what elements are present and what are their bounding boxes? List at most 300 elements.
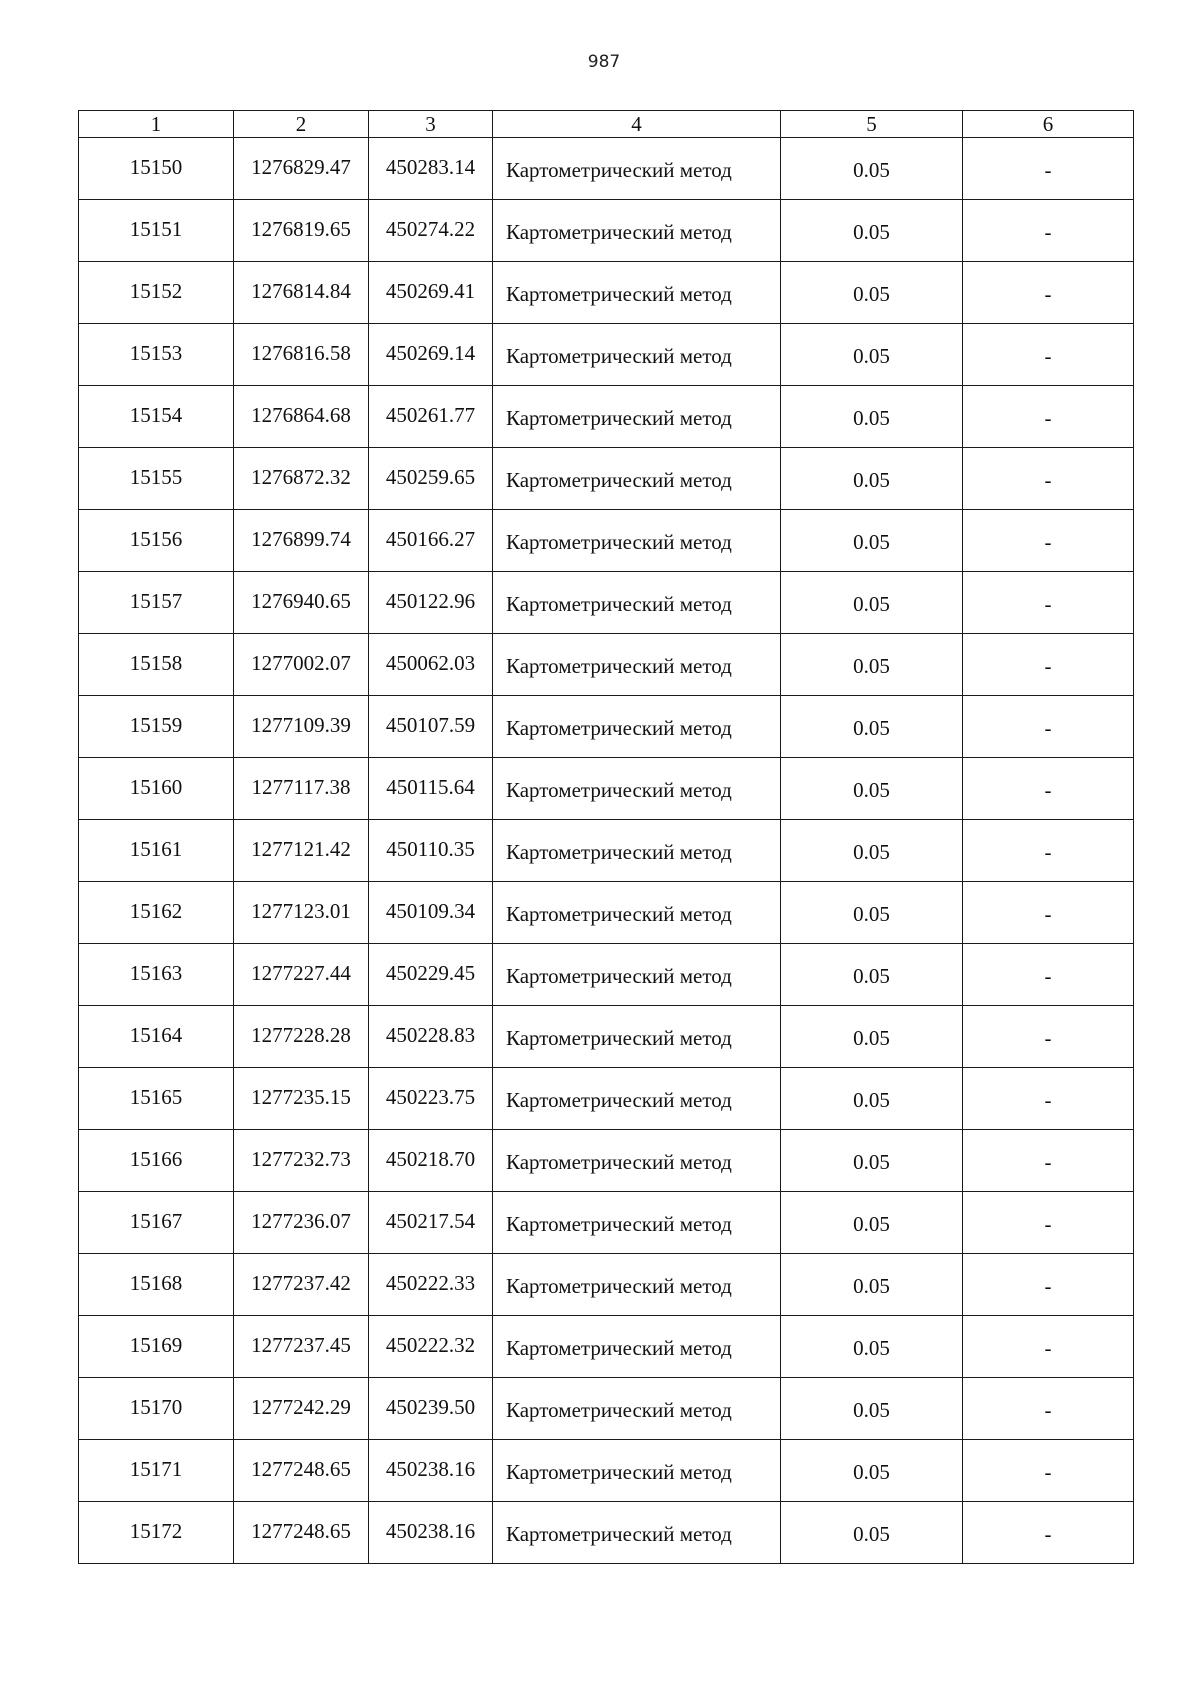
note-value: - bbox=[1044, 406, 1052, 430]
coord-x-cell bbox=[234, 1378, 369, 1440]
header-col-5: 5 bbox=[781, 111, 963, 138]
point-number-value: 15165 bbox=[129, 1085, 183, 1109]
coord-y-value: 450222.33 bbox=[385, 1271, 476, 1295]
point-number-value: 15170 bbox=[129, 1395, 183, 1419]
table-row bbox=[79, 138, 1134, 200]
coord-y-cell bbox=[369, 696, 493, 758]
coord-y-value: 450274.22 bbox=[385, 217, 476, 241]
coord-x-value: 1276864.68 bbox=[251, 403, 351, 427]
coord-y-value: 450228.83 bbox=[385, 1023, 476, 1047]
accuracy-cell bbox=[781, 510, 963, 572]
coord-x-cell bbox=[234, 1130, 369, 1192]
note-value: - bbox=[1044, 158, 1052, 182]
method-value: Картометрический метод bbox=[506, 1026, 732, 1050]
point-number-cell bbox=[79, 262, 234, 324]
note-cell bbox=[963, 696, 1134, 758]
coord-y-cell bbox=[369, 1378, 493, 1440]
note-cell bbox=[963, 1068, 1134, 1130]
method-cell bbox=[493, 634, 781, 696]
header-col-4: 4 bbox=[493, 111, 781, 138]
accuracy-value: 0.05 bbox=[853, 1522, 890, 1546]
method-value: Картометрический метод bbox=[506, 592, 732, 616]
accuracy-cell bbox=[781, 262, 963, 324]
point-number-cell bbox=[79, 1130, 234, 1192]
coord-y-cell bbox=[369, 262, 493, 324]
note-cell bbox=[963, 882, 1134, 944]
accuracy-cell bbox=[781, 1254, 963, 1316]
method-value: Картометрический метод bbox=[506, 964, 732, 988]
coord-x-cell bbox=[234, 882, 369, 944]
accuracy-value: 0.05 bbox=[853, 282, 890, 306]
coord-y-value: 450122.96 bbox=[385, 589, 476, 613]
note-value: - bbox=[1044, 778, 1052, 802]
point-number-value: 15152 bbox=[129, 279, 183, 303]
coord-x-cell bbox=[234, 386, 369, 448]
note-value: - bbox=[1044, 902, 1052, 926]
accuracy-value: 0.05 bbox=[853, 1398, 890, 1422]
method-value: Картометрический метод bbox=[506, 778, 732, 802]
accuracy-cell bbox=[781, 882, 963, 944]
coord-y-value: 450222.32 bbox=[385, 1333, 476, 1357]
coord-x-value: 1276940.65 bbox=[251, 589, 351, 613]
table-row bbox=[79, 820, 1134, 882]
method-cell bbox=[493, 1378, 781, 1440]
coord-y-value: 450062.03 bbox=[385, 651, 476, 675]
coord-y-cell bbox=[369, 510, 493, 572]
point-number-cell bbox=[79, 1006, 234, 1068]
accuracy-cell bbox=[781, 1192, 963, 1254]
coord-y-cell bbox=[369, 200, 493, 262]
accuracy-value: 0.05 bbox=[853, 530, 890, 554]
note-cell bbox=[963, 1006, 1134, 1068]
point-number-cell bbox=[79, 1068, 234, 1130]
accuracy-value: 0.05 bbox=[853, 158, 890, 182]
method-cell bbox=[493, 820, 781, 882]
coord-y-value: 450239.50 bbox=[385, 1395, 476, 1419]
accuracy-cell bbox=[781, 820, 963, 882]
table-row bbox=[79, 882, 1134, 944]
coord-y-cell bbox=[369, 448, 493, 510]
note-value: - bbox=[1044, 468, 1052, 492]
method-value: Картометрический метод bbox=[506, 406, 732, 430]
coord-x-cell bbox=[234, 944, 369, 1006]
note-value: - bbox=[1044, 530, 1052, 554]
coord-x-value: 1277227.44 bbox=[251, 961, 351, 985]
coordinates-table bbox=[78, 110, 1134, 1564]
method-cell bbox=[493, 1502, 781, 1564]
table-row bbox=[79, 1006, 1134, 1068]
table-row bbox=[79, 200, 1134, 262]
point-number-value: 15163 bbox=[129, 961, 183, 985]
point-number-cell bbox=[79, 138, 234, 200]
coord-x-cell bbox=[234, 1006, 369, 1068]
method-value: Картометрический метод bbox=[506, 1212, 732, 1236]
coord-y-value: 450269.14 bbox=[385, 341, 476, 365]
method-value: Картометрический метод bbox=[506, 1398, 732, 1422]
point-number-cell bbox=[79, 1192, 234, 1254]
note-value: - bbox=[1044, 1274, 1052, 1298]
coord-x-cell bbox=[234, 1502, 369, 1564]
coord-y-value: 450229.45 bbox=[385, 961, 476, 985]
point-number-value: 15150 bbox=[129, 155, 183, 179]
coord-y-cell bbox=[369, 386, 493, 448]
coord-x-cell bbox=[234, 510, 369, 572]
accuracy-value: 0.05 bbox=[853, 964, 890, 988]
coord-y-value: 450107.59 bbox=[385, 713, 476, 737]
point-number-cell bbox=[79, 758, 234, 820]
method-cell bbox=[493, 882, 781, 944]
accuracy-cell bbox=[781, 1316, 963, 1378]
coord-x-value: 1276899.74 bbox=[251, 527, 351, 551]
coord-x-cell bbox=[234, 820, 369, 882]
point-number-value: 15160 bbox=[129, 775, 183, 799]
method-cell bbox=[493, 1440, 781, 1502]
point-number-value: 15151 bbox=[129, 217, 183, 241]
point-number-value: 15169 bbox=[129, 1333, 183, 1357]
coord-y-value: 450283.14 bbox=[385, 155, 476, 179]
accuracy-value: 0.05 bbox=[853, 1150, 890, 1174]
coord-y-cell bbox=[369, 634, 493, 696]
table-row bbox=[79, 572, 1134, 634]
method-cell bbox=[493, 696, 781, 758]
note-value: - bbox=[1044, 1212, 1052, 1236]
note-cell bbox=[963, 758, 1134, 820]
note-value: - bbox=[1044, 1150, 1052, 1174]
point-number-value: 15154 bbox=[129, 403, 183, 427]
point-number-cell bbox=[79, 448, 234, 510]
method-value: Картометрический метод bbox=[506, 158, 732, 182]
coord-x-value: 1277235.15 bbox=[251, 1085, 351, 1109]
method-cell bbox=[493, 1254, 781, 1316]
accuracy-value: 0.05 bbox=[853, 406, 890, 430]
note-cell bbox=[963, 1192, 1134, 1254]
method-value: Картометрический метод bbox=[506, 468, 732, 492]
table-row bbox=[79, 758, 1134, 820]
coord-y-value: 450218.70 bbox=[385, 1147, 476, 1171]
coord-y-value: 450238.16 bbox=[385, 1519, 476, 1543]
coord-y-value: 450109.34 bbox=[385, 899, 476, 923]
coord-x-value: 1276872.32 bbox=[251, 465, 351, 489]
point-number-value: 15172 bbox=[129, 1519, 183, 1543]
note-cell bbox=[963, 448, 1134, 510]
coord-x-value: 1277248.65 bbox=[251, 1457, 351, 1481]
accuracy-value: 0.05 bbox=[853, 1026, 890, 1050]
header-row bbox=[79, 111, 1134, 138]
method-value: Картометрический метод bbox=[506, 716, 732, 740]
table-row bbox=[79, 696, 1134, 758]
method-cell bbox=[493, 1130, 781, 1192]
coord-x-cell bbox=[234, 1192, 369, 1254]
coord-x-cell bbox=[234, 262, 369, 324]
coord-y-cell bbox=[369, 1440, 493, 1502]
accuracy-value: 0.05 bbox=[853, 592, 890, 616]
method-cell bbox=[493, 448, 781, 510]
point-number-cell bbox=[79, 944, 234, 1006]
note-cell bbox=[963, 1378, 1134, 1440]
coord-y-value: 450115.64 bbox=[386, 775, 475, 799]
note-cell bbox=[963, 510, 1134, 572]
note-cell bbox=[963, 1254, 1134, 1316]
note-cell bbox=[963, 944, 1134, 1006]
coord-x-value: 1276819.65 bbox=[251, 217, 351, 241]
method-value: Картометрический метод bbox=[506, 530, 732, 554]
accuracy-cell bbox=[781, 634, 963, 696]
note-cell bbox=[963, 324, 1134, 386]
table-row bbox=[79, 1068, 1134, 1130]
coord-y-value: 450238.16 bbox=[385, 1457, 476, 1481]
coord-x-value: 1277236.07 bbox=[251, 1209, 351, 1233]
point-number-value: 15168 bbox=[129, 1271, 183, 1295]
note-value: - bbox=[1044, 1398, 1052, 1422]
note-value: - bbox=[1044, 592, 1052, 616]
method-value: Картометрический метод bbox=[506, 1274, 732, 1298]
note-value: - bbox=[1044, 654, 1052, 678]
table-body bbox=[79, 138, 1134, 1564]
method-value: Картометрический метод bbox=[506, 1336, 732, 1360]
accuracy-value: 0.05 bbox=[853, 840, 890, 864]
accuracy-cell bbox=[781, 944, 963, 1006]
coord-x-value: 1276829.47 bbox=[251, 155, 351, 179]
method-cell bbox=[493, 572, 781, 634]
coord-y-cell bbox=[369, 1316, 493, 1378]
method-value: Картометрический метод bbox=[506, 902, 732, 926]
coord-y-cell bbox=[369, 820, 493, 882]
note-cell bbox=[963, 386, 1134, 448]
method-value: Картометрический метод bbox=[506, 344, 732, 368]
accuracy-value: 0.05 bbox=[853, 654, 890, 678]
note-cell bbox=[963, 1502, 1134, 1564]
accuracy-cell bbox=[781, 1130, 963, 1192]
method-cell bbox=[493, 758, 781, 820]
point-number-cell bbox=[79, 1440, 234, 1502]
accuracy-value: 0.05 bbox=[853, 716, 890, 740]
accuracy-value: 0.05 bbox=[853, 468, 890, 492]
accuracy-cell bbox=[781, 324, 963, 386]
coord-x-value: 1277002.07 bbox=[251, 651, 351, 675]
method-value: Картометрический метод bbox=[506, 1150, 732, 1174]
point-number-value: 15155 bbox=[129, 465, 183, 489]
accuracy-cell bbox=[781, 1502, 963, 1564]
table-row bbox=[79, 1130, 1134, 1192]
table-row bbox=[79, 262, 1134, 324]
coord-y-cell bbox=[369, 944, 493, 1006]
note-value: - bbox=[1044, 1026, 1052, 1050]
method-cell bbox=[493, 386, 781, 448]
coord-x-value: 1277237.45 bbox=[251, 1333, 351, 1357]
note-value: - bbox=[1044, 282, 1052, 306]
method-cell bbox=[493, 1316, 781, 1378]
table-row bbox=[79, 634, 1134, 696]
method-cell bbox=[493, 200, 781, 262]
note-cell bbox=[963, 1316, 1134, 1378]
coord-x-value: 1277248.65 bbox=[251, 1519, 351, 1543]
point-number-cell bbox=[79, 1502, 234, 1564]
note-value: - bbox=[1044, 1460, 1052, 1484]
point-number-value: 15161 bbox=[129, 837, 183, 861]
accuracy-value: 0.05 bbox=[853, 1460, 890, 1484]
point-number-cell bbox=[79, 882, 234, 944]
accuracy-cell bbox=[781, 572, 963, 634]
coord-y-value: 450269.41 bbox=[385, 279, 476, 303]
table-row bbox=[79, 1254, 1134, 1316]
accuracy-cell bbox=[781, 200, 963, 262]
point-number-cell bbox=[79, 696, 234, 758]
coord-x-value: 1276816.58 bbox=[251, 341, 351, 365]
coord-x-value: 1277117.38 bbox=[251, 775, 351, 799]
coord-y-cell bbox=[369, 1130, 493, 1192]
coord-y-cell bbox=[369, 758, 493, 820]
point-number-value: 15166 bbox=[129, 1147, 183, 1171]
coord-y-cell bbox=[369, 324, 493, 386]
header-col-2: 2 bbox=[234, 111, 369, 138]
accuracy-value: 0.05 bbox=[853, 1088, 890, 1112]
table-row bbox=[79, 1316, 1134, 1378]
point-number-cell bbox=[79, 1378, 234, 1440]
coord-x-cell bbox=[234, 696, 369, 758]
table-row bbox=[79, 448, 1134, 510]
point-number-cell bbox=[79, 386, 234, 448]
method-value: Картометрический метод bbox=[506, 282, 732, 306]
method-value: Картометрический метод bbox=[506, 220, 732, 244]
accuracy-value: 0.05 bbox=[853, 1336, 890, 1360]
note-cell bbox=[963, 262, 1134, 324]
coord-x-cell bbox=[234, 1440, 369, 1502]
coord-x-value: 1277228.28 bbox=[251, 1023, 351, 1047]
point-number-value: 15162 bbox=[129, 899, 183, 923]
accuracy-cell bbox=[781, 138, 963, 200]
note-cell bbox=[963, 138, 1134, 200]
note-cell bbox=[963, 634, 1134, 696]
point-number-value: 15171 bbox=[129, 1457, 183, 1481]
note-cell bbox=[963, 572, 1134, 634]
method-cell bbox=[493, 324, 781, 386]
header-col-3: 3 bbox=[369, 111, 493, 138]
coord-y-value: 450217.54 bbox=[385, 1209, 476, 1233]
coord-y-value: 450166.27 bbox=[385, 527, 476, 551]
coord-y-value: 450259.65 bbox=[385, 465, 476, 489]
method-cell bbox=[493, 1068, 781, 1130]
table-row bbox=[79, 386, 1134, 448]
coord-y-value: 450261.77 bbox=[385, 403, 476, 427]
coord-x-cell bbox=[234, 324, 369, 386]
coord-y-cell bbox=[369, 138, 493, 200]
point-number-value: 15153 bbox=[129, 341, 183, 365]
coord-y-cell bbox=[369, 1254, 493, 1316]
coord-x-cell bbox=[234, 758, 369, 820]
header-col-1: 1 bbox=[79, 111, 234, 138]
note-cell bbox=[963, 1130, 1134, 1192]
point-number-value: 15157 bbox=[129, 589, 183, 613]
method-cell bbox=[493, 1192, 781, 1254]
table-row bbox=[79, 1440, 1134, 1502]
method-value: Картометрический метод bbox=[506, 654, 732, 678]
note-cell bbox=[963, 820, 1134, 882]
coord-y-value: 450110.35 bbox=[386, 837, 475, 861]
coord-x-value: 1277109.39 bbox=[251, 713, 351, 737]
note-value: - bbox=[1044, 220, 1052, 244]
accuracy-value: 0.05 bbox=[853, 1274, 890, 1298]
point-number-cell bbox=[79, 572, 234, 634]
coord-x-cell bbox=[234, 634, 369, 696]
note-value: - bbox=[1044, 1522, 1052, 1546]
method-value: Картометрический метод bbox=[506, 840, 732, 864]
method-cell bbox=[493, 262, 781, 324]
accuracy-value: 0.05 bbox=[853, 902, 890, 926]
accuracy-value: 0.05 bbox=[853, 220, 890, 244]
accuracy-cell bbox=[781, 696, 963, 758]
note-value: - bbox=[1044, 1336, 1052, 1360]
accuracy-value: 0.05 bbox=[853, 344, 890, 368]
accuracy-cell bbox=[781, 1440, 963, 1502]
point-number-cell bbox=[79, 200, 234, 262]
coord-x-cell bbox=[234, 200, 369, 262]
point-number-value: 15156 bbox=[129, 527, 183, 551]
coord-y-cell bbox=[369, 572, 493, 634]
point-number-value: 15164 bbox=[129, 1023, 183, 1047]
point-number-cell bbox=[79, 1316, 234, 1378]
note-value: - bbox=[1044, 964, 1052, 988]
coord-y-cell bbox=[369, 1006, 493, 1068]
note-cell bbox=[963, 1440, 1134, 1502]
method-cell bbox=[493, 1006, 781, 1068]
accuracy-value: 0.05 bbox=[853, 778, 890, 802]
table-row bbox=[79, 510, 1134, 572]
point-number-cell bbox=[79, 1254, 234, 1316]
method-value: Картометрический метод bbox=[506, 1088, 732, 1112]
note-value: - bbox=[1044, 344, 1052, 368]
accuracy-cell bbox=[781, 448, 963, 510]
header-col-6: 6 bbox=[963, 111, 1134, 138]
accuracy-cell bbox=[781, 386, 963, 448]
table-row bbox=[79, 944, 1134, 1006]
note-cell bbox=[963, 200, 1134, 262]
method-value: Картометрический метод bbox=[506, 1522, 732, 1546]
method-cell bbox=[493, 138, 781, 200]
table-row bbox=[79, 1502, 1134, 1564]
coord-x-value: 1277123.01 bbox=[251, 899, 351, 923]
method-cell bbox=[493, 944, 781, 1006]
page-number: 987 bbox=[587, 52, 621, 72]
coord-x-cell bbox=[234, 1254, 369, 1316]
table-row bbox=[79, 1378, 1134, 1440]
coord-x-value: 1276814.84 bbox=[251, 279, 351, 303]
coord-x-cell bbox=[234, 572, 369, 634]
accuracy-cell bbox=[781, 1006, 963, 1068]
point-number-cell bbox=[79, 634, 234, 696]
coord-y-cell bbox=[369, 1502, 493, 1564]
table-row bbox=[79, 1192, 1134, 1254]
coord-x-value: 1277121.42 bbox=[251, 837, 351, 861]
coord-x-cell bbox=[234, 138, 369, 200]
note-value: - bbox=[1044, 716, 1052, 740]
coord-y-cell bbox=[369, 1068, 493, 1130]
coord-y-cell bbox=[369, 1192, 493, 1254]
coord-x-value: 1277242.29 bbox=[251, 1395, 351, 1419]
accuracy-cell bbox=[781, 1068, 963, 1130]
coord-y-cell bbox=[369, 882, 493, 944]
point-number-value: 15158 bbox=[129, 651, 183, 675]
note-value: - bbox=[1044, 840, 1052, 864]
coord-y-value: 450223.75 bbox=[385, 1085, 476, 1109]
method-value: Картометрический метод bbox=[506, 1460, 732, 1484]
coord-x-cell bbox=[234, 1068, 369, 1130]
note-value: - bbox=[1044, 1088, 1052, 1112]
accuracy-cell bbox=[781, 758, 963, 820]
accuracy-cell bbox=[781, 1378, 963, 1440]
coord-x-value: 1277232.73 bbox=[251, 1147, 351, 1171]
coord-x-value: 1277237.42 bbox=[251, 1271, 351, 1295]
point-number-value: 15167 bbox=[129, 1209, 183, 1233]
